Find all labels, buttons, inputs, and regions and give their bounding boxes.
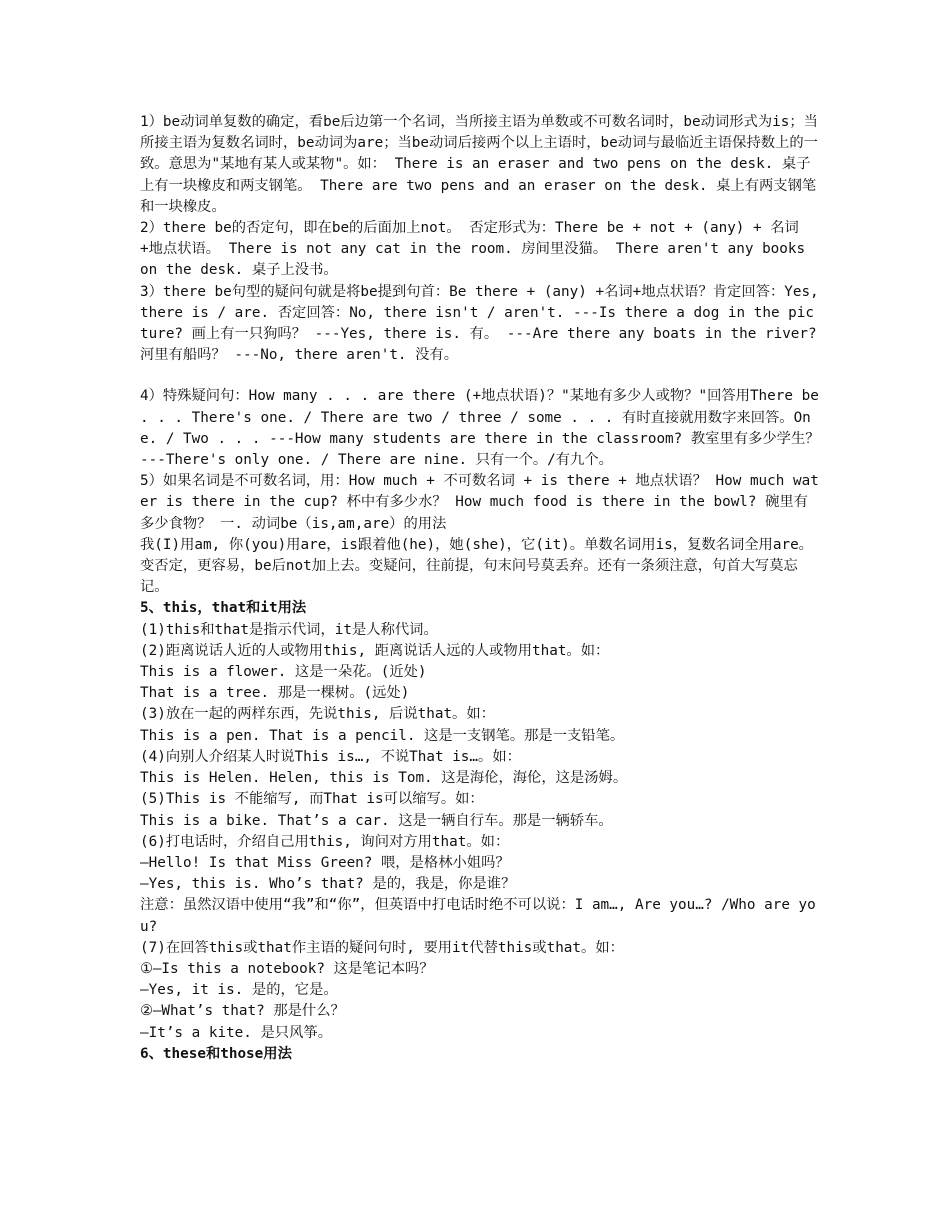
text-line: (1)this和that是指示代词，it是人称代词。 xyxy=(140,621,438,638)
text-line: ①—Is this a notebook? 这是笔记本吗？ xyxy=(140,960,434,977)
section-heading-this-that-it: 5、this，that和it用法 xyxy=(140,600,307,617)
paragraph-uncountable-noun: 5）如果名词是不可数名词，用：How much + 不可数名词 + is there + 地点状语？ How much water is there in the cup? 杯中有多少水？ How much food is there in the bowl? 碗里有多少食物？ 一. 动词be（is,am,are）的用法 xyxy=(140,473,819,532)
text-line: —It’s a kite. 是只风筝。 xyxy=(140,1024,332,1041)
text-line: ②—What’s that? 那是什么？ xyxy=(140,1003,345,1020)
text-line: This is a pen. That is a pencil. 这是一支钢笔。那是一支铅笔。 xyxy=(140,727,625,744)
paragraph-be-rhyme: 我(I)用am, 你(you)用are，is跟着他(he)，她(she)，它(it)。单数名词用is，复数名词全用are。变否定，更容易，be后not加上去。变疑问，往前提，句末问号莫丢弃。还有一条须注意，句首大写莫忘记。 xyxy=(140,536,813,596)
text-line: (4)向别人介绍某人时说This is…, 不说That is…。如： xyxy=(140,748,521,765)
text-line: (7)在回答this或that作主语的疑问句时, 要用it代替this或that。如： xyxy=(140,939,624,956)
text-line: This is a bike. That’s a car. 这是一辆自行车。那是一辆轿车。 xyxy=(140,812,613,829)
paragraph-there-be-question: 3）there be句型的疑问句就是将be提到句首：Be there + (any) +名词+地点状语？肯定回答：Yes, there is / are. 否定回答：No, there isn't / aren't. ---Is there a dog in the picture? 画上有一只狗吗？ ---Yes, there is. 有。 ---Are there any boats in the river? 河里有船吗？ ---No, there aren't. 没有。 xyxy=(140,283,828,364)
text-line: This is a flower. 这是一朵花。(近处) xyxy=(140,664,427,681)
paragraph-special-question: 4）特殊疑问句：How many . . . are there (+地点状语)？"某地有多少人或物？"回答用There be . . . There's one. / There are two / three / some . . . 有时直接就用数字来回答。One. / Two . . . ---How many students are there in the classroom? 教室里有多少学生？ ---There's only one. / There are nine. 只有一个。/有九个。 xyxy=(140,388,829,469)
text-line: This is Helen. Helen, this is Tom. 这是海伦，海伦，这是汤姆。 xyxy=(140,770,628,787)
text-line: (5)This is 不能缩写, 而That is可以缩写。如： xyxy=(140,791,484,808)
paragraph-be-number-agreement: 1）be动词单复数的确定，看be后边第一个名词，当所接主语为单数或不可数名词时，be动词形式为is；当所接主语为复数名词时，be动词为are；当be动词后接两个以上主语时，be动词与最临近主语保持数上的一致。意思为"某地有某人或某物"。如： There is an eraser and two pens on the desk. 桌子上有一块橡皮和两支钢笔。 There are two pens and an eraser on the desk. 桌上有两支钢笔和一块橡皮。 xyxy=(140,114,818,215)
text-line-note: 注意：虽然汉语中使用“我”和“你”，但英语中打电话时绝不可以说：I am…, Are you…? /Who are you? xyxy=(140,897,816,935)
text-line: (2)距离说话人近的人或物用this, 距离说话人远的人或物用that。如： xyxy=(140,642,610,659)
section-heading-these-those: 6、these和those用法 xyxy=(140,1045,292,1062)
text-line: —Yes, this is. Who’s that? 是的，我是，你是谁？ xyxy=(140,876,516,893)
text-line: —Hello! Is that Miss Green? 喂，是格林小姐吗？ xyxy=(140,854,510,871)
text-line: (6)打电话时，介绍自己用this, 询问对方用that。如： xyxy=(140,833,510,850)
text-line: —Yes, it is. 是的，它是。 xyxy=(140,982,338,999)
document-page xyxy=(140,112,829,1065)
text-line: That is a tree. 那是一棵树。(远处) xyxy=(140,685,410,702)
text-line: (3)放在一起的两样东西，先说this, 后说that。如： xyxy=(140,706,495,723)
paragraph-there-be-negative: 2）there be的否定句，即在be的后面加上not。 否定形式为：There be + not + (any) + 名词+地点状语。 There is not any cat in the room. 房间里没猫。 There aren't any books on the desk. 桌子上没书。 xyxy=(140,220,814,279)
